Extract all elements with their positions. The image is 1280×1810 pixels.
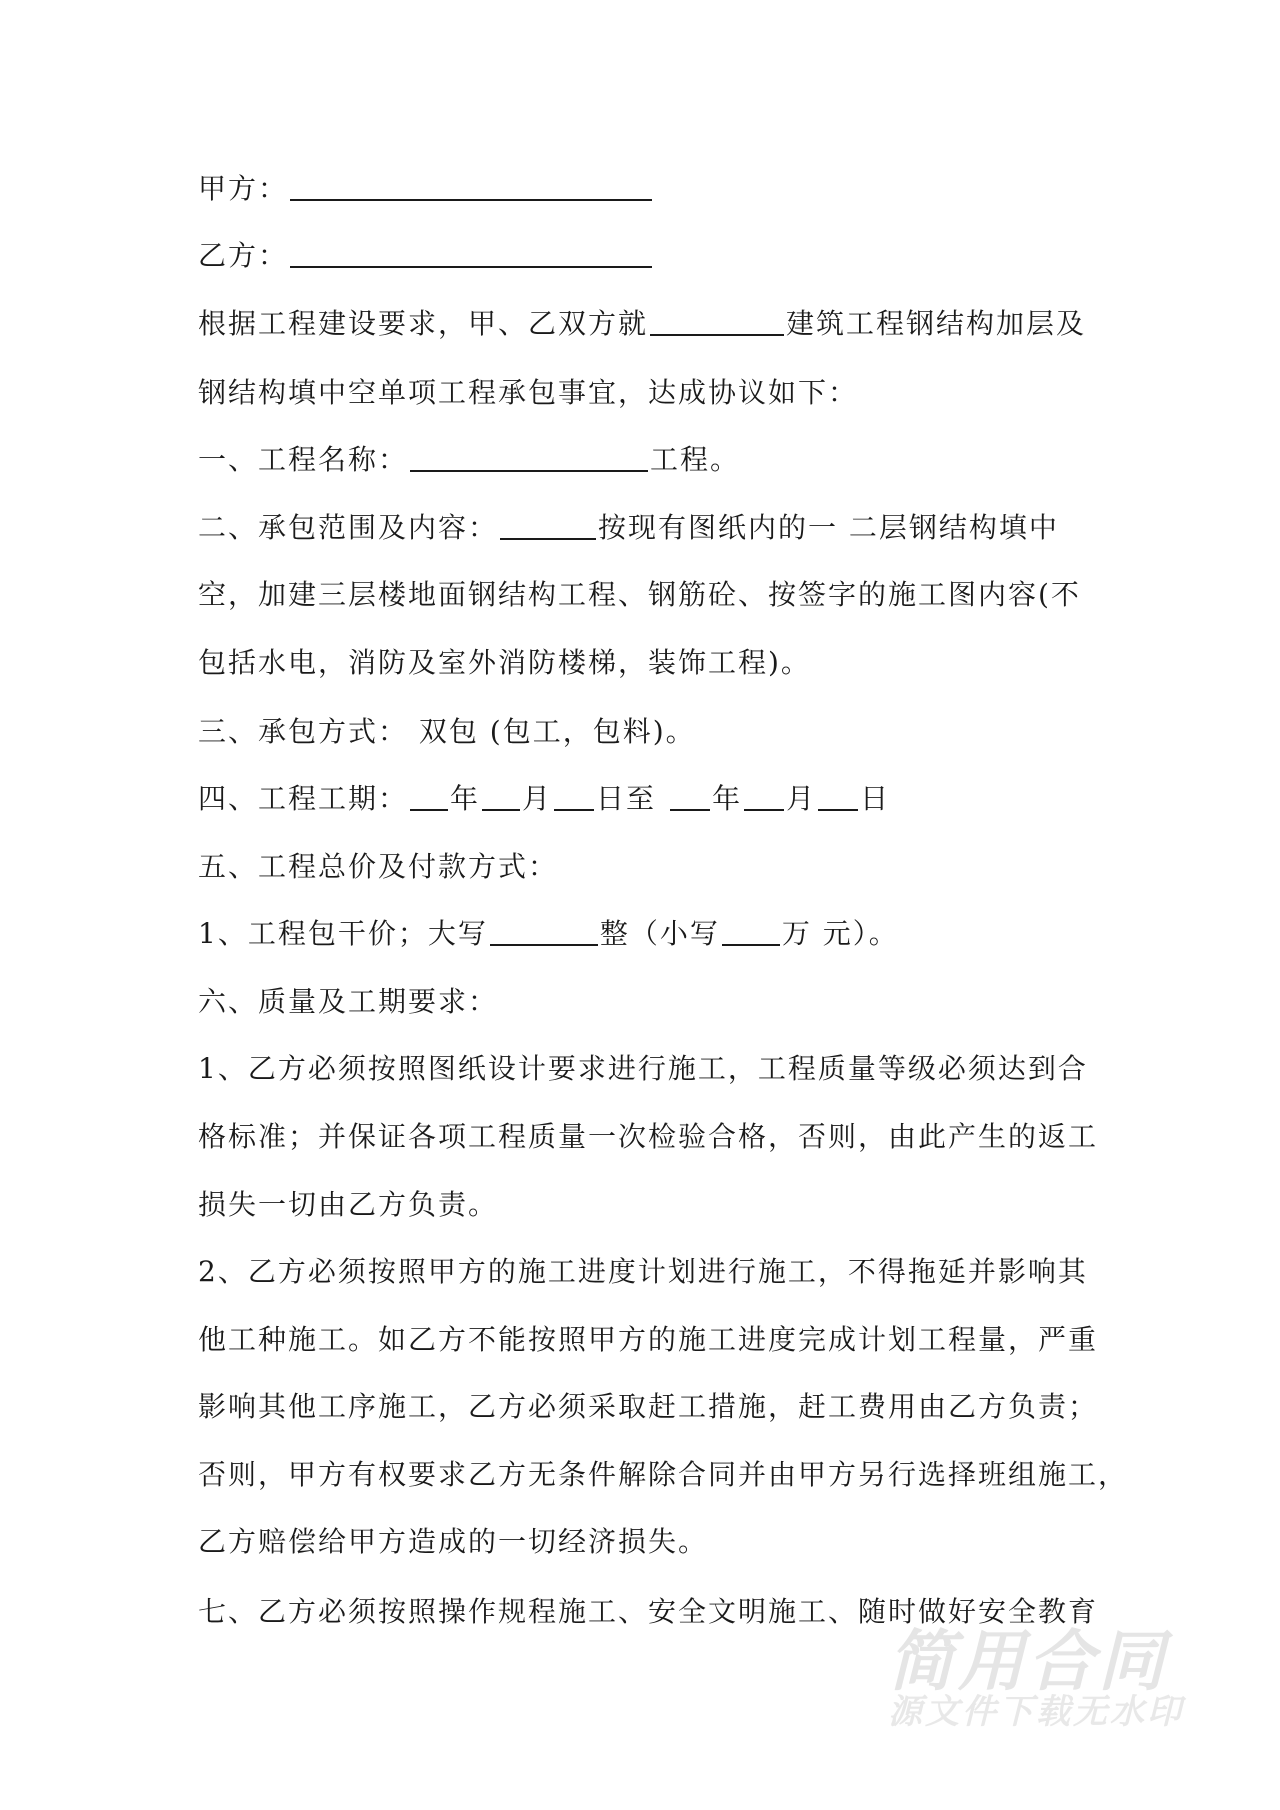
party-b-line bbox=[198, 236, 654, 276]
paragraph-line bbox=[198, 1320, 1098, 1360]
text: 七、乙方必须按照操作规程施工、安全文明施工、随时做好安全教育 bbox=[198, 1595, 1099, 1628]
text: 六、质量及工期要求： bbox=[198, 985, 499, 1018]
text: 二、承包范围及内容： bbox=[198, 511, 499, 544]
project-name-blank[interactable] bbox=[410, 440, 648, 472]
section-4-line bbox=[198, 779, 890, 819]
paragraph-line bbox=[198, 1117, 1098, 1157]
text: 格标准；并保证各项工程质量一次检验合格，否则，由此产生的返工 bbox=[198, 1120, 1099, 1153]
party-a-label: 甲方： bbox=[198, 172, 289, 205]
section-6-line bbox=[198, 982, 498, 1022]
text: 根据工程建设要求，甲、乙双方就 bbox=[198, 307, 649, 340]
party-b-label: 乙方： bbox=[198, 239, 289, 272]
text: 影响其他工序施工，乙方必须采取赶工措施，赶工费用由乙方负责； bbox=[198, 1390, 1099, 1423]
watermark-subtitle: 源文件下载无水印 bbox=[888, 1692, 1184, 1732]
text: 万 元）。 bbox=[781, 917, 899, 950]
paragraph-line bbox=[198, 1252, 1088, 1292]
paragraph-line bbox=[198, 1049, 1088, 1089]
text: 三、承包方式： 双包 (包工，包料)。 bbox=[198, 715, 696, 748]
text: 工程。 bbox=[650, 443, 741, 476]
text: 包括水电，消防及室外消防楼梯，装饰工程)。 bbox=[198, 646, 811, 679]
paragraph-line bbox=[198, 304, 1086, 344]
text: 年 bbox=[450, 782, 481, 815]
start-day-blank[interactable] bbox=[554, 779, 594, 811]
paragraph-line bbox=[198, 643, 811, 683]
start-month-blank[interactable] bbox=[482, 779, 520, 811]
price-words-blank[interactable] bbox=[490, 914, 598, 946]
section-5-line bbox=[198, 847, 558, 887]
start-year-blank[interactable] bbox=[410, 779, 448, 811]
text: 日至 bbox=[596, 782, 657, 815]
text: 四、工程工期： bbox=[198, 782, 409, 815]
scope-blank[interactable] bbox=[500, 508, 596, 540]
text: 空，加建三层楼地面钢结构工程、钢筋砼、按签字的施工图内容(不 bbox=[198, 578, 1081, 611]
text: 年 bbox=[712, 782, 743, 815]
party-a-line bbox=[198, 169, 654, 209]
text: 月 bbox=[522, 782, 553, 815]
paragraph-line bbox=[198, 373, 858, 413]
section-2-line bbox=[198, 508, 1059, 548]
end-month-blank[interactable] bbox=[744, 779, 784, 811]
text: 建筑工程钢结构加层及 bbox=[786, 307, 1087, 340]
text: 2、乙方必须按照甲方的施工进度计划进行施工，不得拖延并影响其 bbox=[198, 1255, 1088, 1288]
party-b-blank[interactable] bbox=[290, 236, 652, 268]
text: 月 bbox=[786, 782, 817, 815]
end-year-blank[interactable] bbox=[670, 779, 710, 811]
price-number-blank[interactable] bbox=[722, 914, 780, 946]
text: 损失一切由乙方负责。 bbox=[198, 1188, 499, 1221]
text: 1、乙方必须按照图纸设计要求进行施工，工程质量等级必须达到合 bbox=[198, 1052, 1088, 1085]
project-blank[interactable] bbox=[650, 304, 784, 336]
text: 日 bbox=[860, 782, 891, 815]
paragraph-line bbox=[198, 1522, 708, 1562]
section-1-line bbox=[198, 440, 740, 480]
watermark-logo: 简用合同 bbox=[888, 1623, 1168, 1700]
end-day-blank[interactable] bbox=[818, 779, 858, 811]
price-line bbox=[198, 914, 899, 954]
paragraph-line bbox=[198, 1185, 498, 1225]
text: 1、工程包干价；大写 bbox=[198, 917, 488, 950]
text: 整（小写 bbox=[599, 917, 720, 950]
section-3-line bbox=[198, 712, 696, 752]
paragraph-line bbox=[198, 575, 1081, 615]
text: 他工种施工。如乙方不能按照甲方的施工进度完成计划工程量，严重 bbox=[198, 1323, 1099, 1356]
party-a-blank[interactable] bbox=[290, 169, 652, 201]
text: 一、工程名称： bbox=[198, 443, 409, 476]
text: 五、工程总价及付款方式： bbox=[198, 850, 559, 883]
paragraph-line bbox=[198, 1387, 1098, 1427]
text: 否则，甲方有权要求乙方无条件解除合同并由甲方另行选择班组施工， bbox=[198, 1458, 1129, 1491]
paragraph-line bbox=[198, 1455, 1128, 1495]
text: 钢结构填中空单项工程承包事宜，达成协议如下： bbox=[198, 376, 859, 409]
text: 乙方赔偿给甲方造成的一切经济损失。 bbox=[198, 1525, 709, 1558]
text: 按现有图纸内的一 二层钢结构填中 bbox=[598, 511, 1059, 544]
